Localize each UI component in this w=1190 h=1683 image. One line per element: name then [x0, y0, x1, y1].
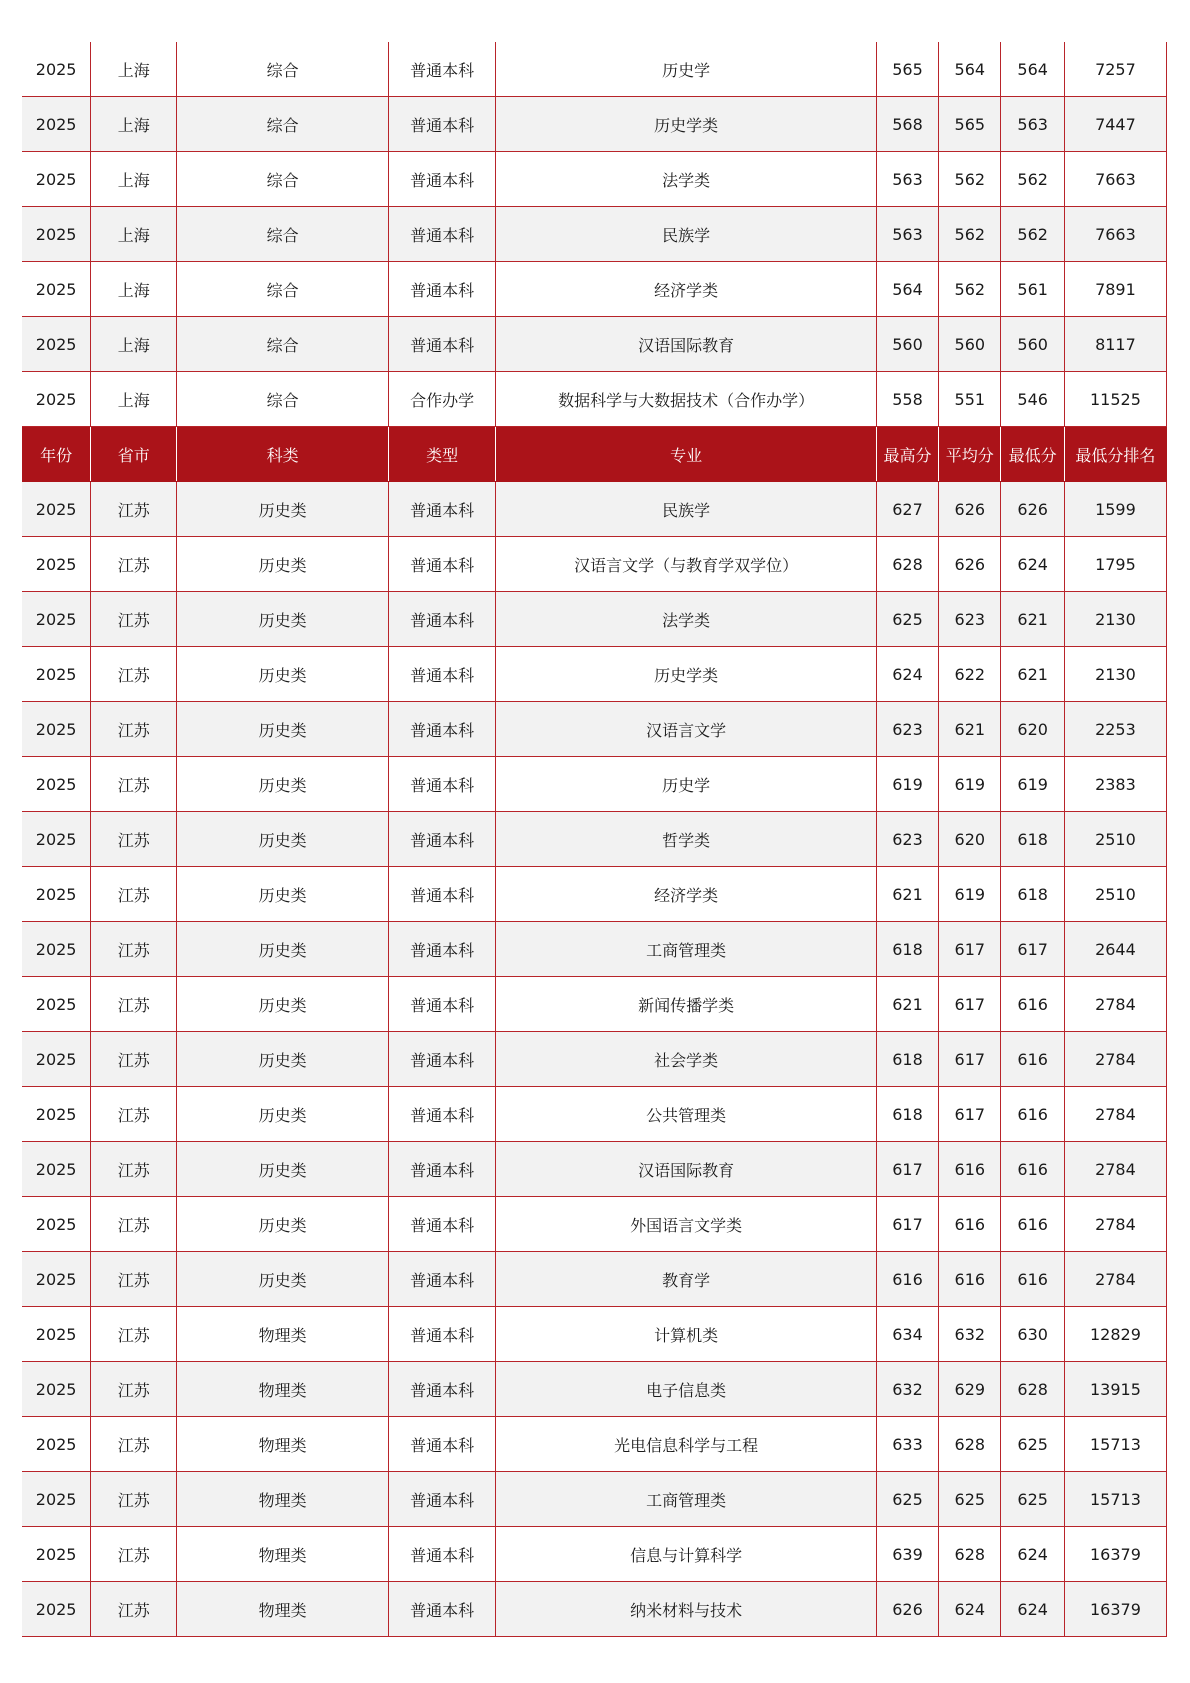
min-rank-cell: 16379: [1064, 1582, 1166, 1637]
year-cell: 2025: [22, 592, 91, 647]
year-cell: 2025: [22, 537, 91, 592]
major-cell: 经济学类: [496, 262, 876, 317]
type-cell: 普通本科: [388, 867, 495, 922]
min-rank-cell: 15713: [1064, 1417, 1166, 1472]
table-row: [22, 1472, 1167, 1527]
category-cell: 历史类: [177, 1252, 389, 1307]
year-cell: 2025: [22, 1252, 91, 1307]
min-score-cell: 563: [1001, 97, 1064, 152]
type-cell: 普通本科: [388, 592, 495, 647]
min-score-cell: 620: [1001, 702, 1064, 757]
avg-score-cell: 625: [939, 1472, 1001, 1527]
avg-score-cell: 562: [939, 262, 1001, 317]
province-cell: 上海: [91, 262, 177, 317]
table-row: [22, 922, 1167, 977]
min-rank-cell: 2383: [1064, 757, 1166, 812]
avg-score-cell: 551: [939, 372, 1001, 427]
min-score-cell: 619: [1001, 757, 1064, 812]
column-header: 科类: [177, 427, 389, 482]
min-score-cell: 618: [1001, 812, 1064, 867]
min-score-cell: 624: [1001, 537, 1064, 592]
min-rank-cell: 15713: [1064, 1472, 1166, 1527]
major-cell: 民族学: [496, 207, 876, 262]
year-cell: 2025: [22, 42, 91, 97]
type-cell: 普通本科: [388, 1252, 495, 1307]
year-cell: 2025: [22, 1472, 91, 1527]
table-row: [22, 372, 1167, 427]
table-row: [22, 152, 1167, 207]
province-cell: 江苏: [91, 647, 177, 702]
year-cell: 2025: [22, 317, 91, 372]
type-cell: 普通本科: [388, 97, 495, 152]
min-score-cell: 564: [1001, 42, 1064, 97]
column-header: 类型: [388, 427, 495, 482]
min-score-cell: 617: [1001, 922, 1064, 977]
category-cell: 综合: [177, 317, 389, 372]
year-cell: 2025: [22, 1527, 91, 1582]
avg-score-cell: 629: [939, 1362, 1001, 1417]
category-cell: 综合: [177, 97, 389, 152]
min-score-cell: 630: [1001, 1307, 1064, 1362]
min-rank-cell: 7257: [1064, 42, 1166, 97]
avg-score-cell: 619: [939, 867, 1001, 922]
avg-score-cell: 616: [939, 1252, 1001, 1307]
avg-score-cell: 621: [939, 702, 1001, 757]
category-cell: 综合: [177, 42, 389, 97]
major-cell: 信息与计算科学: [496, 1527, 876, 1582]
type-cell: 普通本科: [388, 757, 495, 812]
max-score-cell: 632: [876, 1362, 938, 1417]
category-cell: 综合: [177, 372, 389, 427]
table-row: [22, 262, 1167, 317]
max-score-cell: 639: [876, 1527, 938, 1582]
avg-score-cell: 616: [939, 1197, 1001, 1252]
major-cell: 法学类: [496, 152, 876, 207]
province-cell: 江苏: [91, 1197, 177, 1252]
category-cell: 历史类: [177, 757, 389, 812]
column-header: 最低分: [1001, 427, 1064, 482]
column-header: 省市: [91, 427, 177, 482]
table-row: [22, 977, 1167, 1032]
year-cell: 2025: [22, 757, 91, 812]
type-cell: 普通本科: [388, 262, 495, 317]
min-score-cell: 616: [1001, 1087, 1064, 1142]
max-score-cell: 617: [876, 1142, 938, 1197]
type-cell: 合作办学: [388, 372, 495, 427]
major-cell: 纳米材料与技术: [496, 1582, 876, 1637]
province-cell: 江苏: [91, 702, 177, 757]
province-cell: 江苏: [91, 867, 177, 922]
province-cell: 江苏: [91, 1582, 177, 1637]
max-score-cell: 565: [876, 42, 938, 97]
min-rank-cell: 12829: [1064, 1307, 1166, 1362]
type-cell: 普通本科: [388, 647, 495, 702]
type-cell: 普通本科: [388, 42, 495, 97]
type-cell: 普通本科: [388, 1307, 495, 1362]
category-cell: 历史类: [177, 1197, 389, 1252]
province-cell: 江苏: [91, 757, 177, 812]
type-cell: 普通本科: [388, 977, 495, 1032]
major-cell: 教育学: [496, 1252, 876, 1307]
max-score-cell: 616: [876, 1252, 938, 1307]
column-header: 年份: [22, 427, 91, 482]
category-cell: 历史类: [177, 537, 389, 592]
year-cell: 2025: [22, 1087, 91, 1142]
avg-score-cell: 617: [939, 922, 1001, 977]
category-cell: 历史类: [177, 977, 389, 1032]
min-rank-cell: 2130: [1064, 647, 1166, 702]
min-score-cell: 616: [1001, 1142, 1064, 1197]
type-cell: 普通本科: [388, 207, 495, 262]
type-cell: 普通本科: [388, 482, 495, 537]
category-cell: 历史类: [177, 812, 389, 867]
major-cell: 计算机类: [496, 1307, 876, 1362]
major-cell: 民族学: [496, 482, 876, 537]
type-cell: 普通本科: [388, 1362, 495, 1417]
table-row: [22, 812, 1167, 867]
min-rank-cell: 2784: [1064, 1142, 1166, 1197]
avg-score-cell: 616: [939, 1142, 1001, 1197]
year-cell: 2025: [22, 812, 91, 867]
avg-score-cell: 617: [939, 977, 1001, 1032]
year-cell: 2025: [22, 1142, 91, 1197]
min-score-cell: 561: [1001, 262, 1064, 317]
major-cell: 历史学类: [496, 97, 876, 152]
category-cell: 物理类: [177, 1527, 389, 1582]
min-score-cell: 621: [1001, 647, 1064, 702]
year-cell: 2025: [22, 1197, 91, 1252]
table-row: [22, 1142, 1167, 1197]
min-score-cell: 625: [1001, 1417, 1064, 1472]
major-cell: 汉语言文学: [496, 702, 876, 757]
avg-score-cell: 617: [939, 1032, 1001, 1087]
min-rank-cell: 11525: [1064, 372, 1166, 427]
category-cell: 历史类: [177, 922, 389, 977]
table-body: [22, 42, 1167, 1637]
table-row: [22, 1252, 1167, 1307]
table-row: [22, 97, 1167, 152]
table-row: [22, 482, 1167, 537]
category-cell: 物理类: [177, 1582, 389, 1637]
category-cell: 历史类: [177, 1142, 389, 1197]
province-cell: 江苏: [91, 1417, 177, 1472]
major-cell: 公共管理类: [496, 1087, 876, 1142]
year-cell: 2025: [22, 1582, 91, 1637]
year-cell: 2025: [22, 1362, 91, 1417]
table-row: [22, 1527, 1167, 1582]
min-rank-cell: 2644: [1064, 922, 1166, 977]
year-cell: 2025: [22, 1307, 91, 1362]
category-cell: 历史类: [177, 867, 389, 922]
min-score-cell: 621: [1001, 592, 1064, 647]
min-score-cell: 560: [1001, 317, 1064, 372]
min-rank-cell: 2510: [1064, 867, 1166, 922]
type-cell: 普通本科: [388, 152, 495, 207]
category-cell: 综合: [177, 152, 389, 207]
max-score-cell: 627: [876, 482, 938, 537]
province-cell: 江苏: [91, 537, 177, 592]
province-cell: 江苏: [91, 1252, 177, 1307]
column-header: 最高分: [876, 427, 938, 482]
type-cell: 普通本科: [388, 1197, 495, 1252]
column-header: 平均分: [939, 427, 1001, 482]
major-cell: 社会学类: [496, 1032, 876, 1087]
min-rank-cell: 1599: [1064, 482, 1166, 537]
major-cell: 工商管理类: [496, 922, 876, 977]
category-cell: 历史类: [177, 482, 389, 537]
max-score-cell: 618: [876, 922, 938, 977]
min-rank-cell: 2784: [1064, 1252, 1166, 1307]
min-score-cell: 546: [1001, 372, 1064, 427]
max-score-cell: 617: [876, 1197, 938, 1252]
avg-score-cell: 560: [939, 317, 1001, 372]
avg-score-cell: 632: [939, 1307, 1001, 1362]
min-rank-cell: 1795: [1064, 537, 1166, 592]
max-score-cell: 618: [876, 1032, 938, 1087]
province-cell: 江苏: [91, 1032, 177, 1087]
major-cell: 汉语言文学（与教育学双学位）: [496, 537, 876, 592]
min-score-cell: 625: [1001, 1472, 1064, 1527]
admission-score-table: [22, 42, 1167, 1637]
province-cell: 上海: [91, 207, 177, 262]
table-row: [22, 702, 1167, 757]
category-cell: 物理类: [177, 1307, 389, 1362]
province-cell: 江苏: [91, 922, 177, 977]
type-cell: 普通本科: [388, 1472, 495, 1527]
province-cell: 江苏: [91, 1087, 177, 1142]
category-cell: 物理类: [177, 1472, 389, 1527]
min-score-cell: 624: [1001, 1582, 1064, 1637]
type-cell: 普通本科: [388, 1087, 495, 1142]
table-row: [22, 1032, 1167, 1087]
year-cell: 2025: [22, 207, 91, 262]
min-score-cell: 616: [1001, 1032, 1064, 1087]
max-score-cell: 564: [876, 262, 938, 317]
type-cell: 普通本科: [388, 317, 495, 372]
table-row: [22, 1087, 1167, 1142]
province-cell: 江苏: [91, 1142, 177, 1197]
province-cell: 江苏: [91, 1307, 177, 1362]
province-cell: 江苏: [91, 592, 177, 647]
table-row: [22, 592, 1167, 647]
table-row: [22, 1307, 1167, 1362]
max-score-cell: 563: [876, 152, 938, 207]
min-rank-cell: 2784: [1064, 1087, 1166, 1142]
min-rank-cell: 7447: [1064, 97, 1166, 152]
major-cell: 数据科学与大数据技术（合作办学）: [496, 372, 876, 427]
type-cell: 普通本科: [388, 702, 495, 757]
avg-score-cell: 622: [939, 647, 1001, 702]
min-score-cell: 628: [1001, 1362, 1064, 1417]
avg-score-cell: 623: [939, 592, 1001, 647]
max-score-cell: 624: [876, 647, 938, 702]
min-rank-cell: 2130: [1064, 592, 1166, 647]
province-cell: 江苏: [91, 977, 177, 1032]
max-score-cell: 621: [876, 977, 938, 1032]
category-cell: 历史类: [177, 647, 389, 702]
major-cell: 电子信息类: [496, 1362, 876, 1417]
avg-score-cell: 624: [939, 1582, 1001, 1637]
major-cell: 法学类: [496, 592, 876, 647]
type-cell: 普通本科: [388, 812, 495, 867]
type-cell: 普通本科: [388, 1032, 495, 1087]
avg-score-cell: 619: [939, 757, 1001, 812]
max-score-cell: 623: [876, 702, 938, 757]
min-rank-cell: 2510: [1064, 812, 1166, 867]
type-cell: 普通本科: [388, 1582, 495, 1637]
max-score-cell: 623: [876, 812, 938, 867]
table-row: [22, 1197, 1167, 1252]
major-cell: 新闻传播学类: [496, 977, 876, 1032]
min-rank-cell: 7663: [1064, 207, 1166, 262]
avg-score-cell: 565: [939, 97, 1001, 152]
year-cell: 2025: [22, 1032, 91, 1087]
table-row: [22, 1417, 1167, 1472]
max-score-cell: 634: [876, 1307, 938, 1362]
table-header-row: [22, 427, 1167, 482]
avg-score-cell: 628: [939, 1417, 1001, 1472]
table-row: [22, 317, 1167, 372]
min-score-cell: 618: [1001, 867, 1064, 922]
year-cell: 2025: [22, 97, 91, 152]
year-cell: 2025: [22, 262, 91, 317]
max-score-cell: 628: [876, 537, 938, 592]
min-score-cell: 616: [1001, 977, 1064, 1032]
table-row: [22, 537, 1167, 592]
min-rank-cell: 8117: [1064, 317, 1166, 372]
year-cell: 2025: [22, 867, 91, 922]
max-score-cell: 558: [876, 372, 938, 427]
table-row: [22, 647, 1167, 702]
major-cell: 汉语国际教育: [496, 1142, 876, 1197]
category-cell: 综合: [177, 207, 389, 262]
category-cell: 历史类: [177, 592, 389, 647]
category-cell: 历史类: [177, 702, 389, 757]
type-cell: 普通本科: [388, 1142, 495, 1197]
category-cell: 历史类: [177, 1087, 389, 1142]
table-row: [22, 207, 1167, 262]
table-row: [22, 1362, 1167, 1417]
province-cell: 江苏: [91, 1472, 177, 1527]
major-cell: 哲学类: [496, 812, 876, 867]
year-cell: 2025: [22, 1417, 91, 1472]
column-header: 最低分排名: [1064, 427, 1166, 482]
category-cell: 历史类: [177, 1032, 389, 1087]
year-cell: 2025: [22, 977, 91, 1032]
max-score-cell: 568: [876, 97, 938, 152]
year-cell: 2025: [22, 647, 91, 702]
province-cell: 江苏: [91, 812, 177, 867]
min-rank-cell: 13915: [1064, 1362, 1166, 1417]
major-cell: 汉语国际教育: [496, 317, 876, 372]
avg-score-cell: 564: [939, 42, 1001, 97]
year-cell: 2025: [22, 152, 91, 207]
avg-score-cell: 562: [939, 152, 1001, 207]
min-score-cell: 616: [1001, 1197, 1064, 1252]
table-row: [22, 1582, 1167, 1637]
province-cell: 江苏: [91, 1362, 177, 1417]
province-cell: 上海: [91, 152, 177, 207]
major-cell: 光电信息科学与工程: [496, 1417, 876, 1472]
min-score-cell: 562: [1001, 152, 1064, 207]
max-score-cell: 626: [876, 1582, 938, 1637]
avg-score-cell: 628: [939, 1527, 1001, 1582]
max-score-cell: 633: [876, 1417, 938, 1472]
min-rank-cell: 7891: [1064, 262, 1166, 317]
category-cell: 综合: [177, 262, 389, 317]
major-cell: 历史学类: [496, 647, 876, 702]
province-cell: 上海: [91, 42, 177, 97]
max-score-cell: 625: [876, 1472, 938, 1527]
avg-score-cell: 620: [939, 812, 1001, 867]
province-cell: 上海: [91, 97, 177, 152]
column-header: 专业: [496, 427, 876, 482]
max-score-cell: 560: [876, 317, 938, 372]
min-score-cell: 616: [1001, 1252, 1064, 1307]
major-cell: 历史学: [496, 757, 876, 812]
max-score-cell: 563: [876, 207, 938, 262]
type-cell: 普通本科: [388, 537, 495, 592]
avg-score-cell: 617: [939, 1087, 1001, 1142]
table-row: [22, 42, 1167, 97]
min-score-cell: 562: [1001, 207, 1064, 262]
max-score-cell: 618: [876, 1087, 938, 1142]
year-cell: 2025: [22, 922, 91, 977]
min-rank-cell: 16379: [1064, 1527, 1166, 1582]
min-score-cell: 624: [1001, 1527, 1064, 1582]
year-cell: 2025: [22, 482, 91, 537]
type-cell: 普通本科: [388, 1417, 495, 1472]
avg-score-cell: 626: [939, 482, 1001, 537]
province-cell: 江苏: [91, 482, 177, 537]
min-rank-cell: 2253: [1064, 702, 1166, 757]
category-cell: 物理类: [177, 1417, 389, 1472]
table-row: [22, 757, 1167, 812]
max-score-cell: 619: [876, 757, 938, 812]
province-cell: 上海: [91, 317, 177, 372]
major-cell: 外国语言文学类: [496, 1197, 876, 1252]
min-rank-cell: 7663: [1064, 152, 1166, 207]
max-score-cell: 625: [876, 592, 938, 647]
min-score-cell: 626: [1001, 482, 1064, 537]
province-cell: 江苏: [91, 1527, 177, 1582]
min-rank-cell: 2784: [1064, 1197, 1166, 1252]
max-score-cell: 621: [876, 867, 938, 922]
category-cell: 物理类: [177, 1362, 389, 1417]
major-cell: 工商管理类: [496, 1472, 876, 1527]
year-cell: 2025: [22, 702, 91, 757]
major-cell: 经济学类: [496, 867, 876, 922]
year-cell: 2025: [22, 372, 91, 427]
min-rank-cell: 2784: [1064, 1032, 1166, 1087]
type-cell: 普通本科: [388, 922, 495, 977]
province-cell: 上海: [91, 372, 177, 427]
table-row: [22, 867, 1167, 922]
type-cell: 普通本科: [388, 1527, 495, 1582]
min-rank-cell: 2784: [1064, 977, 1166, 1032]
major-cell: 历史学: [496, 42, 876, 97]
avg-score-cell: 626: [939, 537, 1001, 592]
avg-score-cell: 562: [939, 207, 1001, 262]
